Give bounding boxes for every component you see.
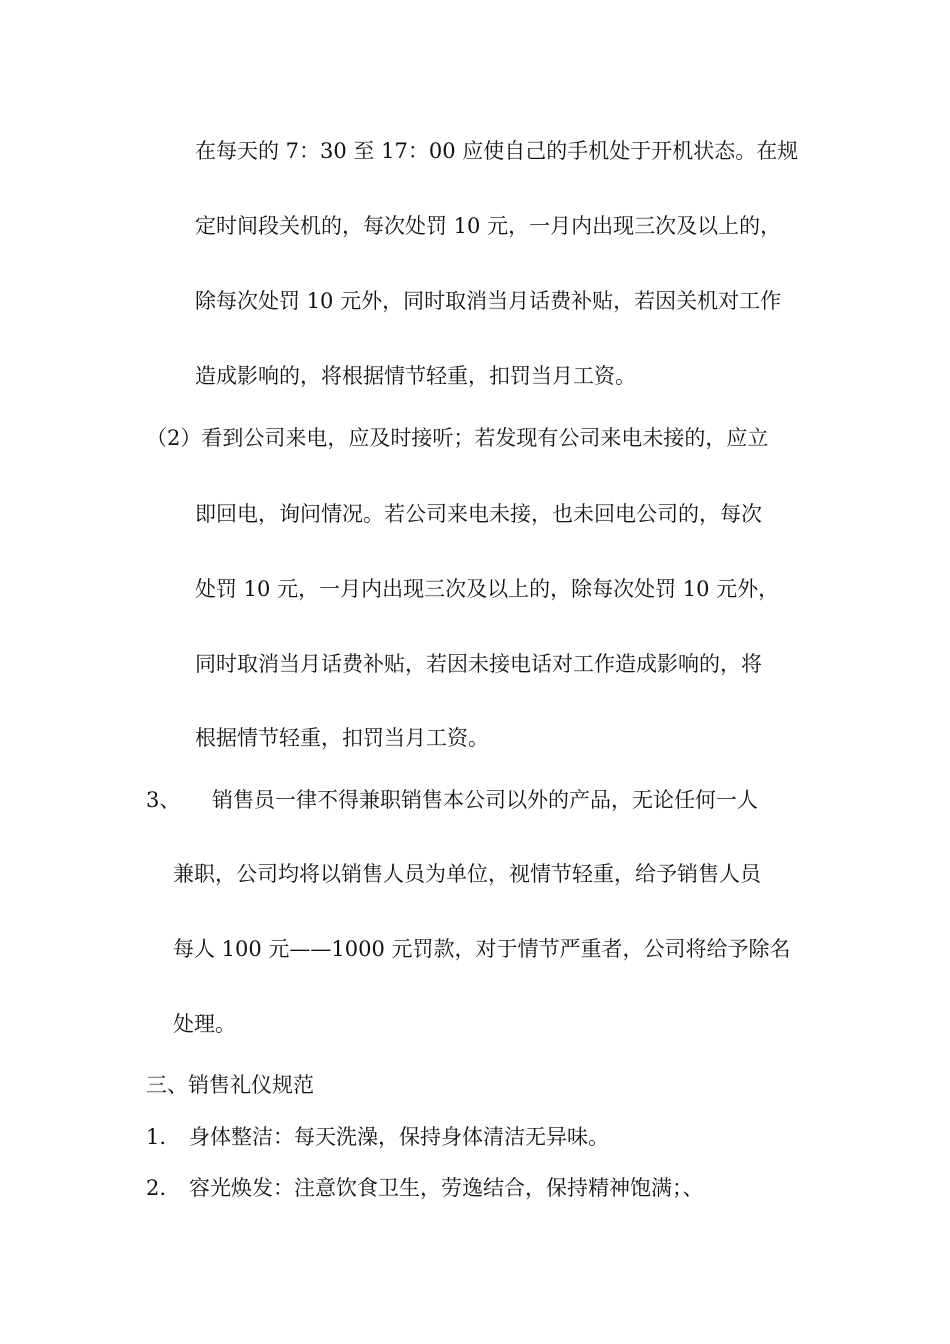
paragraph-line: 根据情节轻重，扣罚当月工资。 — [195, 726, 489, 750]
list-number: 1. — [146, 1125, 167, 1149]
list-number: 2. — [146, 1176, 167, 1200]
paragraph-line: 处理。 — [173, 1012, 236, 1036]
paragraph-line: 处罚 10 元，一月内出现三次及以上的，除每次处罚 10 元外， — [195, 577, 780, 601]
paragraph-line: 每人 100 元——1000 元罚款，对于情节严重者，公司将给予除名 — [173, 937, 791, 961]
paragraph-line: （2）看到公司来电，应及时接听；若发现有公司来电未接的，应立 — [146, 426, 769, 450]
paragraph-line: 兼职，公司均将以销售人员为单位，视情节轻重，给予销售人员 — [173, 862, 761, 886]
paragraph-line: 在每天的 7：30 至 17：00 应使自己的手机处于开机状态。在规 — [195, 139, 799, 163]
paragraph-line: 除每次处罚 10 元外，同时取消当月话费补贴，若因关机对工作 — [195, 289, 782, 313]
paragraph-line: 造成影响的，将根据情节轻重，扣罚当月工资。 — [195, 364, 636, 388]
paragraph-line: 销售员一律不得兼职销售本公司以外的产品，无论任何一人 — [212, 788, 758, 812]
paragraph-line: 即回电，询问情况。若公司来电未接，也未回电公司的，每次 — [195, 502, 762, 526]
paragraph-line: 定时间段关机的，每次处罚 10 元，一月内出现三次及以上的， — [195, 214, 782, 238]
section-heading: 三、销售礼仪规范 — [146, 1073, 314, 1097]
list-item-text: 容光焕发：注意饮食卫生，劳逸结合，保持精神饱满；、 — [189, 1176, 704, 1200]
list-number: 3、 — [146, 788, 181, 812]
paragraph-line: 同时取消当月话费补贴，若因未接电话对工作造成影响的，将 — [195, 652, 762, 676]
list-item-text: 身体整洁：每天洗澡，保持身体清洁无异味。 — [189, 1125, 609, 1149]
